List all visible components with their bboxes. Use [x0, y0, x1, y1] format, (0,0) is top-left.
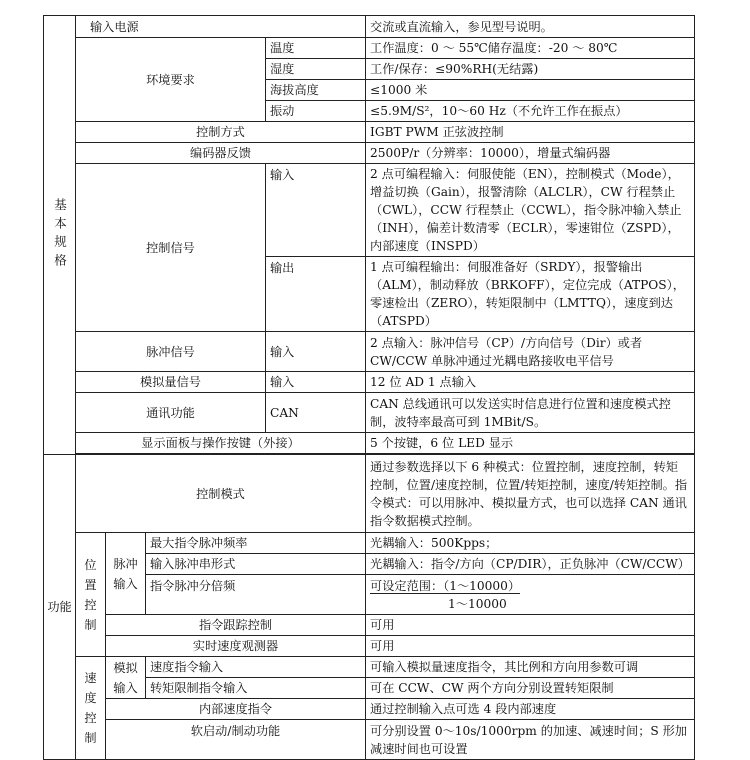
ctrl-input-label: 输入 — [266, 164, 366, 257]
fn-control-mode-label: 控制模式 — [76, 455, 366, 533]
altitude-label: 海拔高度 — [266, 80, 366, 101]
comm-label: 通讯功能 — [76, 393, 266, 433]
soft-start-value: 可分别设置 0～10s/1000rpm 的加速、减速时间；S 形加减速时间也可设置 — [366, 720, 695, 760]
row-ctrl-input — [44, 164, 695, 257]
altitude-value: ≤1000 米 — [366, 80, 695, 101]
analog-input-label: 输入 — [266, 372, 366, 393]
vibration-value: ≤5.9M/S²，10～60 Hz（不允许工作在振点） — [366, 101, 695, 122]
pulse-input-label: 输入 — [266, 332, 366, 372]
ctrl-signal-label: 控制信号 — [76, 164, 266, 332]
row-tracking — [44, 615, 695, 636]
section-basic: 基本规格 — [44, 16, 76, 455]
pulse-label: 脉冲信号 — [76, 332, 266, 372]
pulse-value: 2 点输入：脉冲信号（CP）/方向信号（Dir）或者 CW/CCW 单脉冲通过光耦电路接收电平信号 — [366, 332, 695, 372]
row-control-mode — [44, 122, 695, 143]
division-value — [366, 575, 695, 615]
ctrl-output-label: 输出 — [266, 257, 366, 332]
section-function: 功能 — [44, 455, 76, 760]
row-internal-speed — [44, 699, 695, 720]
row-fn-control-mode — [44, 455, 695, 533]
encoder-label: 编码器反馈 — [76, 143, 366, 164]
humidity-label: 湿度 — [266, 59, 366, 80]
row-soft-start — [44, 720, 695, 760]
soft-start-label: 软启动/制动功能 — [106, 720, 366, 760]
env-label: 环境要求 — [76, 38, 266, 122]
tracking-label: 指令跟踪控制 — [106, 615, 366, 636]
row-temp — [44, 38, 695, 59]
analog-label: 模拟量信号 — [76, 372, 266, 393]
ctrl-output-value: 1 点可编程输出：伺服准备好（SRDY），报警输出（ALM），制动释放（BRKOFF），定位完成（ATPOS），零速检出（ZERO），转矩限制中（LMTTQ），速度到达（ATSPD） — [366, 257, 695, 332]
temp-label: 温度 — [266, 38, 366, 59]
row-power — [44, 16, 695, 38]
pulse-form-value: 光耦输入：指令/方向（CP/DIR），正负脉冲（CW/CCW） — [366, 554, 695, 575]
max-freq-value: 光耦输入：500Kpps； — [366, 533, 695, 554]
fn-control-mode-value: 通过参数选择以下 6 种模式：位置控制，速度控制，转矩控制，位置/速度控制，位置/转矩控制，速度/转矩控制。指令模式：可以用脉冲、模拟量方式，也可以选择 CAN 通讯指令数据模式控制。 — [366, 455, 695, 533]
spec-table — [43, 15, 695, 760]
position-label: 位置控制 — [76, 533, 106, 657]
encoder-value: 2500P/r（分辨率：10000），增量式编码器 — [366, 143, 695, 164]
ctrl-input-value: 2 点可编程输入：伺服使能（EN），控制模式（Mode），增益切换（Gain），报警清除（ALCLR），CW 行程禁止（CWL），CCW 行程禁止（CCWL），指令脉冲输入禁止（INH），偏差计数清零（ECLR），零速钳位（ZSPD），内部速度（INSPD） — [366, 164, 695, 257]
tracking-value: 可用 — [366, 615, 695, 636]
row-max-freq — [44, 533, 695, 554]
row-panel — [44, 433, 695, 454]
comm-type: CAN — [266, 393, 366, 433]
row-speed-cmd — [44, 657, 695, 678]
temp-value: 工作温度：0 ～ 55℃储存温度：-20 ～ 80℃ — [366, 38, 695, 59]
row-pulse — [44, 332, 695, 372]
panel-value: 5 个按键，6 位 LED 显示 — [366, 433, 695, 454]
control-mode-value: IGBT PWM 正弦波控制 — [366, 122, 695, 143]
division-label: 指令脉冲分倍频 — [146, 575, 366, 615]
comm-value: CAN 总线通讯可以发送实时信息进行位置和速度模式控制，波特率最高可到 1MBit/S。 — [366, 393, 695, 433]
pulse-input-group-label: 脉冲输入 — [106, 533, 146, 615]
speed-label: 速度控制 — [76, 657, 106, 760]
internal-speed-label: 内部速度指令 — [106, 699, 366, 720]
pulse-form-label: 输入脉冲串形式 — [146, 554, 366, 575]
row-observer — [44, 636, 695, 657]
vibration-label: 振动 — [266, 101, 366, 122]
humidity-value: 工作/保存：≤90%RH(无结露) — [366, 59, 695, 80]
speed-cmd-value: 可输入模拟量速度指令，其比例和方向用参数可调 — [366, 657, 695, 678]
division-value-1: 可设定范围：（1～10000） — [370, 578, 521, 593]
power-value: 交流或直流输入，参见型号说明。 — [366, 16, 695, 38]
torque-limit-label: 转矩限制指令输入 — [146, 678, 366, 699]
speed-cmd-label: 速度指令输入 — [146, 657, 366, 678]
row-analog — [44, 372, 695, 393]
internal-speed-value: 通过控制输入点可选 4 段内部速度 — [366, 699, 695, 720]
division-value-2: 1～10000 — [448, 596, 507, 611]
analog-value: 12 位 AD 1 点输入 — [366, 372, 695, 393]
control-mode-label: 控制方式 — [76, 122, 366, 143]
panel-label: 显示面板与操作按键（外接） — [76, 433, 366, 454]
torque-limit-value: 可在 CCW、CW 两个方向分别设置转矩限制 — [366, 678, 695, 699]
observer-label: 实时速度观测器 — [106, 636, 366, 657]
max-freq-label: 最大指令脉冲频率 — [146, 533, 366, 554]
row-comm — [44, 393, 695, 433]
observer-value: 可用 — [366, 636, 695, 657]
power-label: 输入电源 — [76, 16, 366, 38]
analog-input-group-label: 模拟输入 — [106, 657, 146, 699]
row-encoder — [44, 143, 695, 164]
